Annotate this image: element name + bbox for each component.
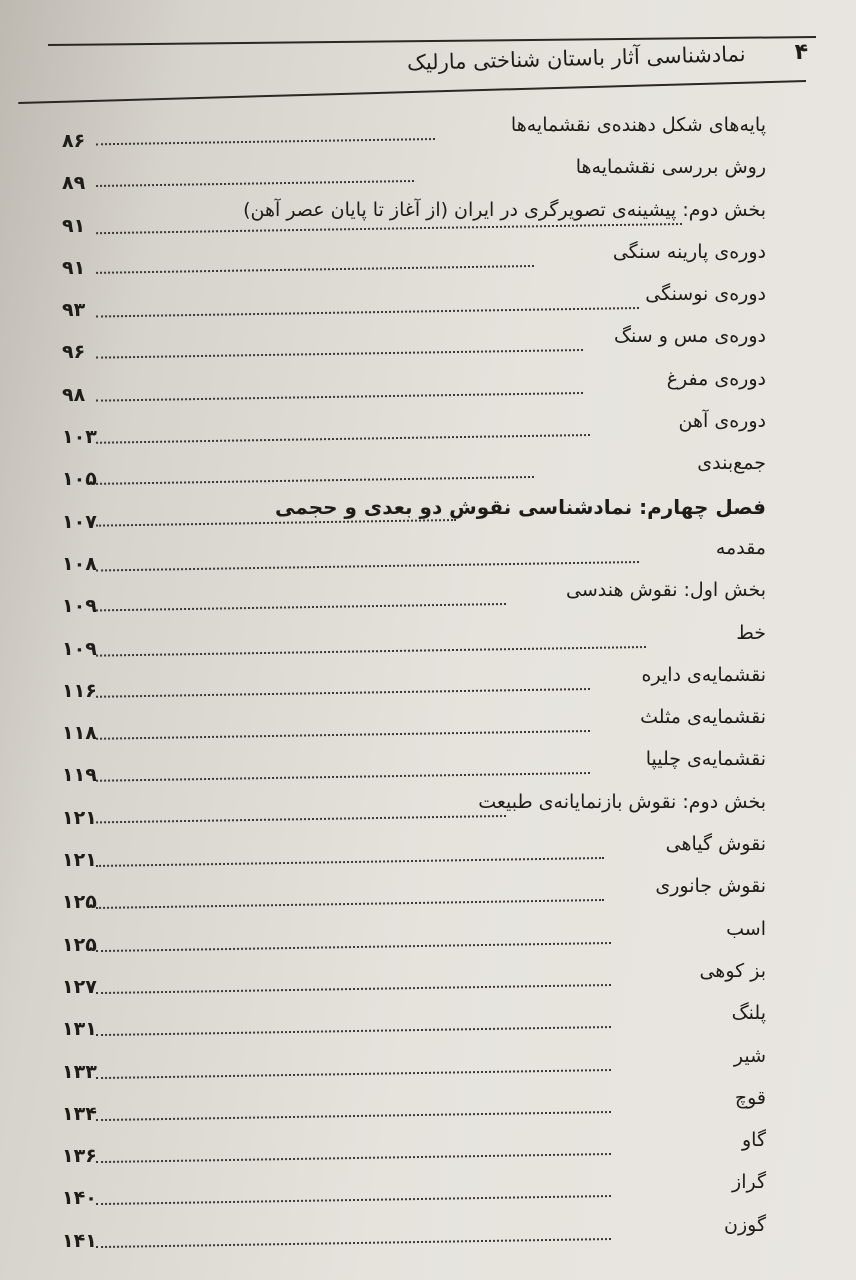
toc-entry-page-number: ۱۳۳ [62, 1060, 97, 1083]
toc-entry [62, 1081, 766, 1123]
toc-entry-title: پلنگ [731, 1002, 766, 1025]
toc-entry-title: قوچ [734, 1086, 766, 1109]
toc-entry-title: دوره‌ی مفرغ [666, 367, 766, 390]
dot-leader [96, 434, 590, 444]
toc-entry [62, 616, 766, 658]
toc-entry [62, 531, 766, 573]
toc-entry [62, 700, 766, 745]
toc-entry [62, 912, 766, 954]
dot-leader [96, 180, 414, 187]
toc-entry [62, 1165, 766, 1210]
dot-leader [96, 1026, 611, 1036]
toc-entry-title: نقوش گیاهی [665, 833, 766, 856]
toc-entry-title: گاو [741, 1129, 766, 1152]
dot-leader [96, 688, 590, 698]
dot-leader [96, 519, 456, 527]
toc-entry-page-number: ۸۶ [62, 130, 86, 152]
toc-entry-title: بخش دوم: پیشینه‌ی تصویرگری در ایران (از آغاز تا پایان عصر آهن) [243, 198, 766, 221]
page-number: ۴ [794, 40, 808, 65]
dot-leader [96, 603, 506, 611]
toc-entry-page-number: ۱۳۴ [62, 1102, 97, 1125]
dot-leader [96, 984, 611, 994]
toc-entry-page-number: ۱۰۵ [62, 468, 97, 491]
toc-entry-title: گوزن [724, 1213, 766, 1236]
toc-entry-page-number: ۱۲۱ [62, 849, 97, 872]
toc-entry-page-number: ۱۰۳ [62, 426, 97, 449]
toc-entry-title: نقوش جانوری [655, 875, 766, 898]
toc-entry-page-number: ۱۲۱ [62, 806, 97, 829]
toc-entry-page-number: ۱۰۹ [62, 637, 97, 660]
dot-leader [96, 392, 583, 402]
toc-entry [62, 404, 766, 449]
toc-entry-title: بخش دوم: نقوش بازنمایانه‌ی طبیعت [478, 790, 766, 813]
dot-leader [96, 857, 604, 867]
toc-entry-title: جمع‌بندی [697, 452, 766, 475]
toc-entry-page-number: ۱۳۱ [62, 1018, 97, 1041]
toc-entry [62, 108, 766, 150]
dot-leader [96, 1153, 611, 1163]
dot-leader [96, 730, 590, 740]
toc-entry-page-number: ۸۹ [62, 172, 86, 195]
toc-entry-title: گراز [732, 1171, 766, 1194]
dot-leader [96, 349, 583, 359]
toc-entry-title: اسب [726, 917, 766, 940]
dot-leader [96, 646, 646, 657]
dot-leader [96, 899, 604, 909]
toc-entry-title: نقشمایه‌ی دایره [641, 663, 766, 686]
running-header [18, 28, 816, 98]
toc-entry-title: بز کوهی [699, 959, 766, 982]
dot-leader [96, 223, 681, 234]
table-of-contents [62, 108, 766, 1250]
toc-entry-title: پایه‌های شکل دهنده‌ی نقشمایه‌ها [510, 114, 766, 136]
toc-entry [62, 869, 766, 914]
toc-entry-title: فصل چهارم: نمادشناسی نقوش دو بعدی و حجمی [275, 494, 766, 519]
toc-entry [62, 954, 766, 996]
toc-entry-title: نقشمایه‌ی چلیپا [645, 748, 766, 771]
toc-entry [62, 446, 766, 491]
toc-entry [62, 742, 766, 787]
toc-entry [62, 235, 766, 277]
toc-entry [62, 150, 766, 195]
toc-entry-page-number: ۹۳ [62, 299, 86, 322]
toc-entry-title: دوره‌ی مس و سنگ [614, 325, 766, 348]
toc-entry [62, 573, 766, 618]
toc-entry-title: مقدمه [715, 536, 766, 559]
toc-entry [62, 827, 766, 872]
toc-entry [62, 785, 766, 827]
toc-entry [62, 996, 766, 1041]
toc-entry [62, 1208, 766, 1250]
dot-leader [96, 307, 639, 318]
toc-entry-page-number: ۹۸ [62, 383, 86, 406]
toc-entry-page-number: ۱۱۹ [62, 764, 97, 787]
dot-leader [96, 1069, 611, 1079]
toc-entry [62, 319, 766, 364]
toc-entry [62, 193, 766, 235]
toc-entry-page-number: ۱۰۸ [62, 552, 97, 575]
toc-entry-title: دوره‌ی آهن [678, 410, 766, 433]
dot-leader [96, 772, 590, 782]
toc-entry-page-number: ۹۱ [62, 256, 86, 279]
toc-entry-title: دوره‌ی نوسنگی [645, 283, 766, 306]
toc-entry-title: نقشمایه‌ی مثلث [640, 706, 766, 729]
dot-leader [96, 265, 534, 274]
toc-entry [62, 277, 766, 322]
toc-entry-title: بخش اول: نقوش هندسی [566, 579, 766, 602]
toc-entry-page-number: ۱۴۰ [62, 1187, 97, 1210]
toc-entry-page-number: ۱۲۵ [62, 933, 97, 956]
toc-entry [62, 658, 766, 700]
toc-entry-page-number: ۱۴۱ [62, 1229, 97, 1252]
dot-leader [96, 1195, 611, 1205]
dot-leader [96, 138, 435, 145]
running-title: نمادشناسی آثار باستان شناختی مارلیک [407, 42, 747, 75]
header-rule-bottom [18, 80, 806, 104]
toc-entry [62, 489, 766, 531]
toc-entry [62, 1039, 766, 1081]
toc-entry-title: روش بررسی نقشمایه‌ها [575, 156, 766, 179]
toc-entry-page-number: ۹۱ [62, 214, 86, 237]
dot-leader [96, 815, 506, 823]
toc-entry-title: شیر [733, 1044, 766, 1067]
toc-entry [62, 1123, 766, 1168]
toc-entry-page-number: ۱۲۵ [62, 891, 97, 914]
toc-entry-page-number: ۱۱۶ [62, 679, 97, 702]
toc-entry-page-number: ۱۲۷ [62, 975, 97, 998]
toc-entry-page-number: ۹۶ [62, 341, 86, 364]
toc-entry-page-number: ۱۱۸ [62, 722, 97, 745]
dot-leader [96, 561, 639, 572]
toc-entry-title: خط [736, 621, 766, 644]
toc-entry-page-number: ۱۳۶ [62, 1145, 97, 1168]
toc-entry [62, 362, 766, 404]
dot-leader [96, 476, 534, 485]
dot-leader [96, 942, 611, 952]
toc-entry-page-number: ۱۰۷ [62, 510, 97, 533]
toc-entry-page-number: ۱۰۹ [62, 595, 97, 618]
toc-entry-title: دوره‌ی پارینه سنگی [612, 240, 766, 263]
dot-leader [96, 1238, 611, 1248]
dot-leader [96, 1111, 611, 1121]
